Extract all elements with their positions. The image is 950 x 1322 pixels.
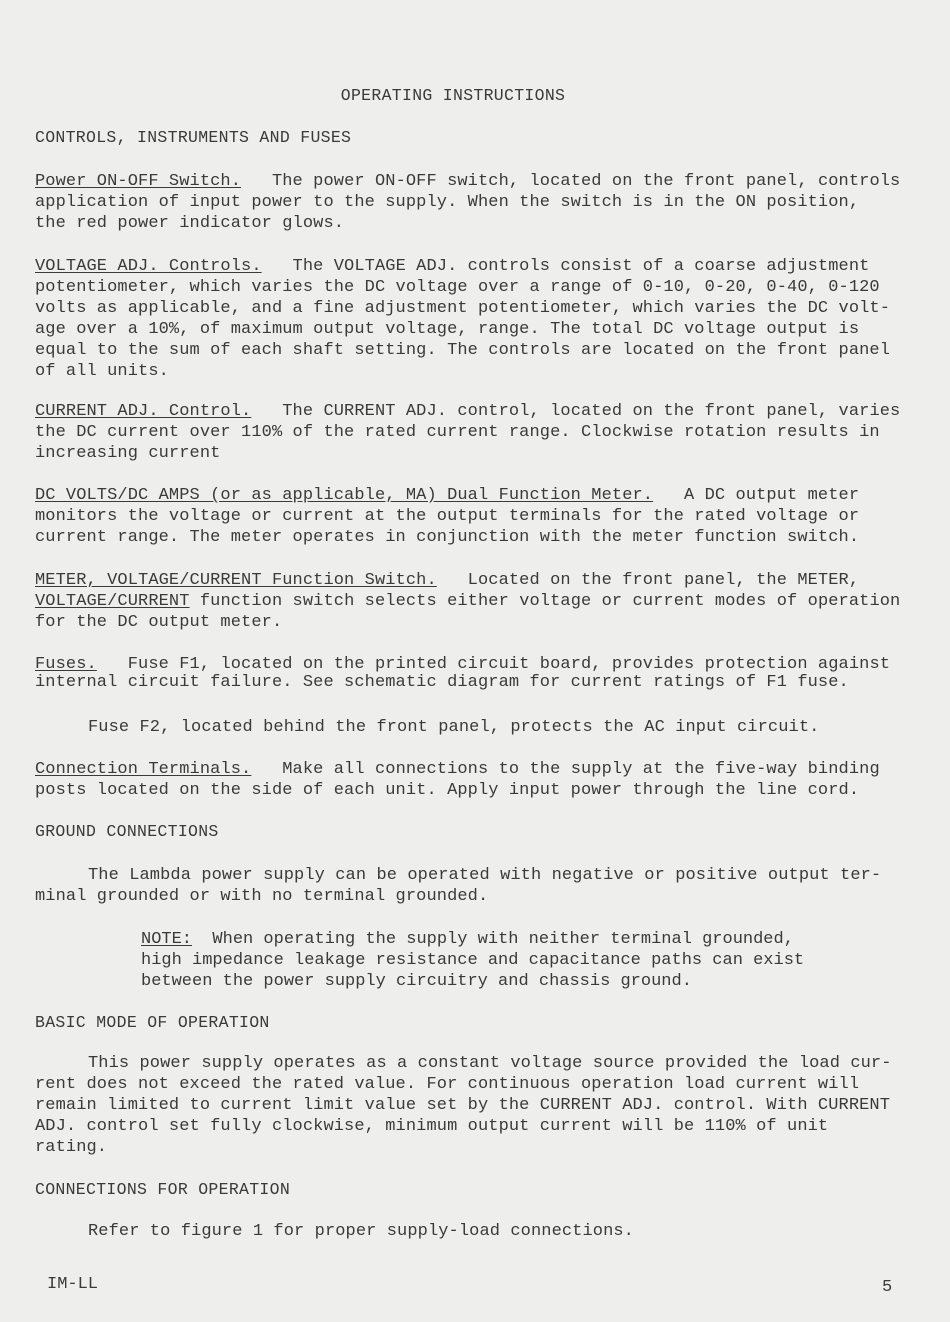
label-voltage-adj: VOLTAGE ADJ. Controls. [35,257,262,276]
footer-doc-id: IM-LL [47,1275,99,1294]
paragraph-fuse-f2: Fuse F2, located behind the front panel, protects the AC input circuit. [88,718,820,737]
paragraph-voltage-adj: VOLTAGE ADJ. Controls. The VOLTAGE ADJ. controls consist of a coarse adjustment potentiometer, which varies the DC voltage over a range of 0-10, 0-20, 0-40, 0-120 volts as applicable, and a fine adjustment potentiometer, which varies the DC volt- age over a 10%, of maximum output voltage, range. The total DC voltage output is equal to the sum of each shaft setting. The controls are located on the front panel of all units. [35,257,891,381]
paragraph-function-switch: METER, VOLTAGE/CURRENT Function Switch. Located on the front panel, the METER, VOLTAGE/CURRENT function switch selects either voltage or current modes of operation for the DC output meter. [35,571,901,632]
paragraph-basic-mode: This power supply operates as a constant voltage source provided the load cur- rent does not exceed the rated value. For continuous operation load current will remain limited to current limit value set by the CURRENT ADJ. control. With CURRENT ADJ. control set fully clockwise, minimum output current will be 110% of unit rating. [35,1054,892,1157]
section-heading-basic-mode: BASIC MODE OF OPERATION [35,1013,270,1032]
label-fuses: Fuses. [35,655,97,674]
label-power-switch: Power ON-OFF Switch. [35,172,242,191]
section-heading-ground: GROUND CONNECTIONS [35,822,219,841]
note-ground: NOTE: When operating the supply with neither terminal grounded, high impedance leakage resistance and capacitance paths can exist between the power supply circuitry and chassis ground. [141,930,805,991]
note-label: NOTE: [141,930,193,949]
paragraph-current-adj: CURRENT ADJ. Control. The CURRENT ADJ. control, located on the front panel, varies the DC current over 110% of the rated current range. Clockwise rotation results in increasing current [35,402,901,463]
paragraph-ground: The Lambda power supply can be operated with negative or positive output ter- minal grounded or with no terminal grounded. [35,866,882,906]
page-title: OPERATING INSTRUCTIONS [340,86,566,105]
paragraph-meter: DC VOLTS/DC AMPS (or as applicable, MA) Dual Function Meter. A DC output meter monitors the voltage or current at the output terminals for the rated voltage or current range. The meter operates in conjunction with the meter function switch. [35,486,860,547]
label-terminals: Connection Terminals. [35,760,252,779]
paragraph-connections: Refer to figure 1 for proper supply-load connections. [88,1222,634,1241]
paragraph-fuses: Fuses. Fuse F1, located on the printed circuit board, provides protection against internal circuit failure. See schematic diagram for current ratings of F1 fuse. [35,655,891,692]
section-heading-controls: CONTROLS, INSTRUMENTS AND FUSES [35,128,352,147]
paragraph-power-switch: Power ON-OFF Switch. The power ON-OFF switch, located on the front panel, controls application of input power to the supply. When the switch is in the ON position, the red power indicator glows. [35,172,901,233]
paragraph-terminals: Connection Terminals. Make all connections to the supply at the five-way binding posts located on the side of each unit. Apply input power through the line cord. [35,760,880,800]
label-function-switch: METER, VOLTAGE/CURRENT Function Switch. [35,571,437,590]
label-meter: DC VOLTS/DC AMPS (or as applicable, MA) Dual Function Meter. [35,486,654,505]
footer-page-number: 5 [882,1278,893,1297]
section-heading-connections: CONNECTIONS FOR OPERATION [35,1180,291,1199]
label-current-adj: CURRENT ADJ. Control. [35,402,252,421]
